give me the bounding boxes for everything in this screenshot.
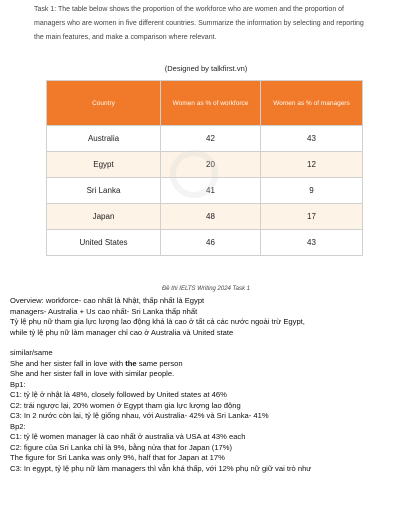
note-line: C2: trái ngược lại, 20% women ở Egypt tham gia lực lượng lao động <box>10 400 241 410</box>
header-managers: Women as % of managers <box>261 81 363 126</box>
overview-line: managers- Australia + Us cao nhất- Sri Lanka thấp nhất <box>10 306 198 316</box>
table-row <box>47 126 363 152</box>
cell-country: Australia <box>47 126 161 152</box>
note-line: C3: In egypt, tỷ lệ phụ nữ làm managers thì vẫn khá thấp, với 12% phụ nữ giữ vai trò như <box>10 463 312 473</box>
header-country: Country <box>47 81 161 126</box>
note-line: C3: In 2 nước còn lại, tỷ lệ giống nhau, với Australia- 42% và Sri Lanka- 41% <box>10 411 269 420</box>
cell-country: Sri Lanka <box>47 178 161 204</box>
table-source: Đề thi IELTS Writing 2024 Task 1 <box>161 286 251 292</box>
cell-workforce: 48 <box>161 204 261 230</box>
table-caption: (Designed by talkfirst.vn) <box>164 64 248 73</box>
table-header-row <box>47 81 363 126</box>
spacer <box>10 338 408 348</box>
body-paragraph-label: Bp1: <box>10 379 26 389</box>
cell-country: Japan <box>47 204 161 230</box>
cell-managers: 9 <box>261 178 363 204</box>
cell-workforce: 42 <box>161 126 261 152</box>
note-line: C1: tỷ lệ ở nhật là 48%, closely followed by United states at 46% <box>10 390 227 399</box>
table-row <box>47 204 363 230</box>
similar-heading: similar/same <box>10 348 53 357</box>
cell-workforce: 20 <box>161 152 261 178</box>
note-line: The figure for Sri Lanka was only 9%, half that for Japan at 17% <box>10 453 225 462</box>
cell-managers: 17 <box>261 204 363 230</box>
table-row <box>47 230 363 256</box>
essay-notes <box>10 296 408 474</box>
overview-line: Tỷ lệ phụ nữ tham gia lực lượng lao động khá là cao ở tất cả các nước ngoài trừ Egypt, <box>10 317 305 326</box>
example-sentence: She and her sister fall in love with similar people. <box>10 369 175 378</box>
cell-workforce: 41 <box>161 178 261 204</box>
task-prompt: Task 1: The table below shows the proportion of the workforce who are women and the proportion of managers who are women in five different countries. Summarize the information by selecting and reporting the main features, and make a comparison where relevant. <box>34 6 364 41</box>
cell-managers: 12 <box>261 152 363 178</box>
cell-country: Egypt <box>47 152 161 178</box>
example-sentence <box>10 359 408 370</box>
note-line: C1: tỷ lệ women manager là cao nhất ở australia và USA at 43% each <box>10 432 246 441</box>
cell-managers: 43 <box>261 230 363 256</box>
cell-country: United States <box>47 230 161 256</box>
overview-line: Overview: workforce- cao nhất là Nhật, thấp nhất là Egypt <box>10 296 205 305</box>
example-bold-word: the <box>125 358 137 368</box>
header-workforce: Women as % of workforce <box>161 81 261 126</box>
cell-managers: 43 <box>261 126 363 152</box>
overview-line: while tỷ lệ phụ nữ làm manager chỉ cao ở Australia và United state <box>10 327 234 337</box>
example-text: same person <box>136 358 183 368</box>
watermark-logo <box>170 150 218 198</box>
body-paragraph-label: Bp2: <box>10 421 26 431</box>
example-text: She and her sister fall in love with <box>10 358 126 368</box>
note-line: C2: figure của Sri Lanka chỉ là 9%, bằng nửa that for Japan (17%) <box>10 442 233 452</box>
cell-workforce: 46 <box>161 230 261 256</box>
